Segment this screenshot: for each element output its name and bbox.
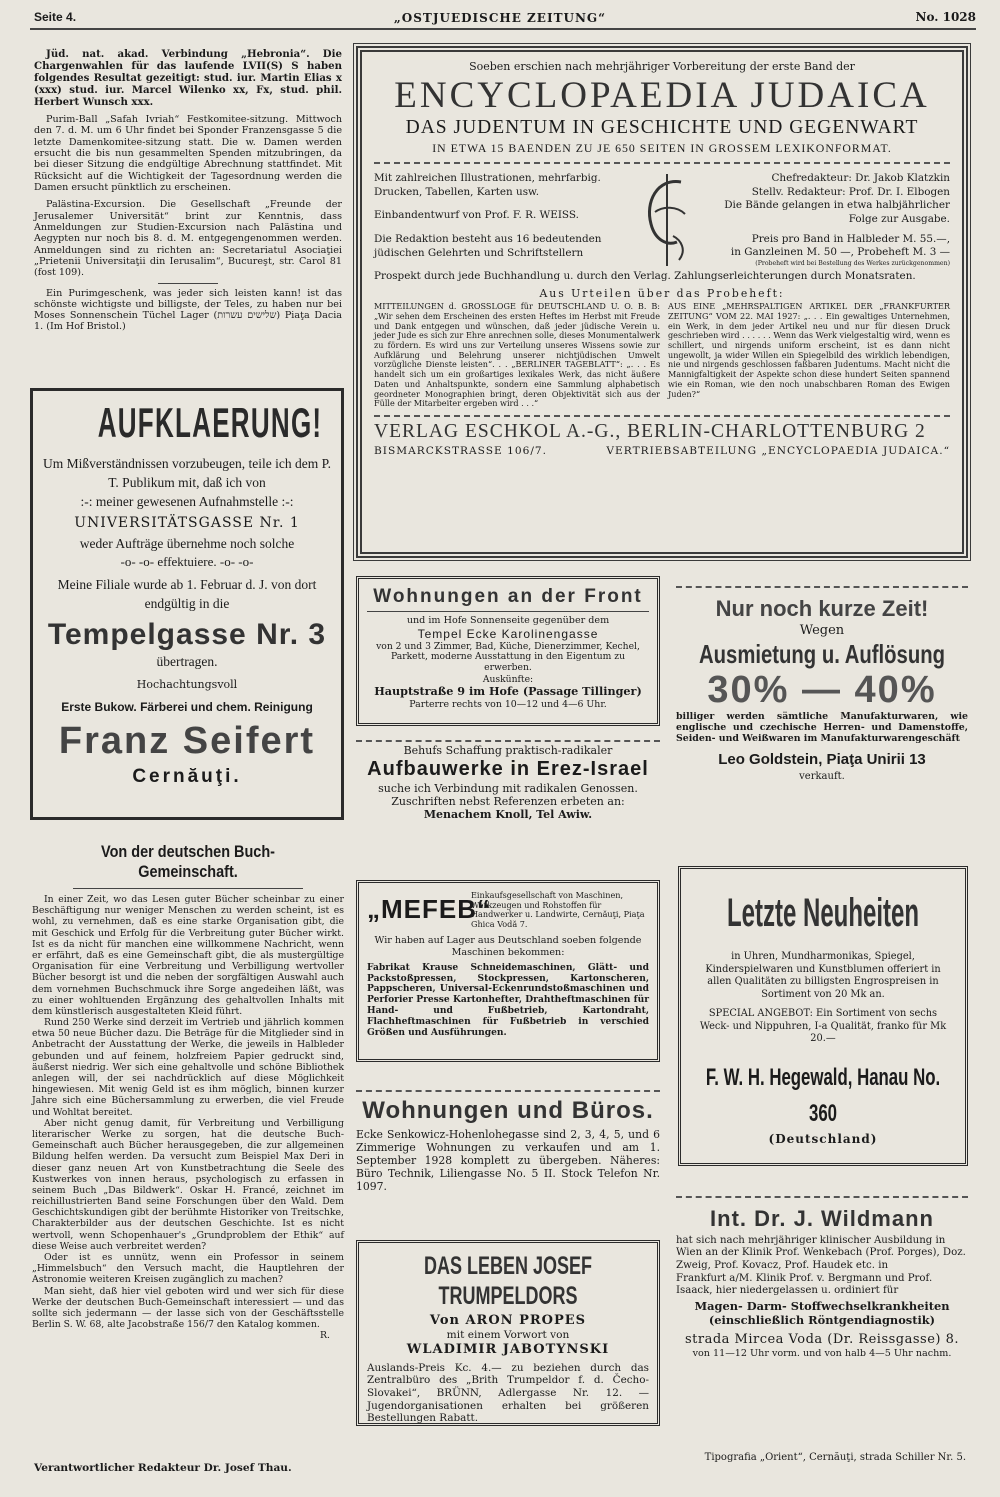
ad-trumpeldor xyxy=(356,1240,660,1426)
judaica-illustrations: Mit zahlreichen Illustrationen, mehrfarbig. Drucken, Tabellen, Karten usw. xyxy=(374,171,601,198)
wohnungen-front-title: Wohnungen an der Front xyxy=(373,586,643,607)
aufklaerung-line3: UNIVERSITÄTSGASSE Nr. 1 xyxy=(74,514,300,531)
wohnungen-front-line2: Tempel Ecke Karolinengasse xyxy=(417,626,599,641)
wohnungen-bueros-text: Ecke Senkowicz-Hohenlohegasse sind 2, 3, 4, 5, und 6 Zimmerige Wohnungen zu verkaufen und am 1. September 1928 komplett zu übergeben. Näheres: Büro Technik, Liliengasse No. 5 II. Stock Telefon Nr. 1097. xyxy=(356,1128,660,1194)
article-signature: R. xyxy=(320,1330,330,1342)
kurze-zeit-line3: billiger werden sämtliche Manufakturwaren, wie englische und czechische Herren- und Damenstoffe, Seiden- und Weißwaren im Manufakturwarengeschäft xyxy=(676,710,968,745)
notice-hebronia: Jüd. nat. akad. Verbindung „Hebronia“. Die Chargenwahlen für das laufende LVII(S) S haben folgendes Resultat gezeitigt: stud. iur. Martin Elias x (xxx) stud. iur. Marcel Wilenko xx, Fx, stud. phil. Herbert Wunsch xxx. xyxy=(34,48,342,109)
judaica-price-linen: in Ganzleinen M. 50 —, Probeheft M. 3 — xyxy=(730,246,950,259)
page-number: Seite 4. xyxy=(34,10,77,24)
aufklaerung-line7: übertragen. xyxy=(156,653,218,669)
divider xyxy=(356,740,660,742)
judaica-binding-design: Einbandentwurf von Prof. F. R. WEISS. xyxy=(374,209,579,222)
wohnungen-front-line6: Parterre rechts von 10—12 und 4—6 Uhr. xyxy=(409,698,607,710)
divider xyxy=(374,415,950,417)
header-rule xyxy=(30,28,976,30)
judaica-editorial-board: Die Redaktion besteht aus 16 bedeutenden jüdischen Gelehrten und Schriftstellern xyxy=(374,233,602,259)
aufbauwerke-line1: Behufs Schaffung praktisch-radikaler xyxy=(403,744,613,757)
judaica-chief-editor: Chefredakteur: Dr. Jakob Klatzkin xyxy=(771,171,950,184)
ad-wohnungen-bueros xyxy=(356,1090,660,1214)
kurze-zeit-line4: verkauft. xyxy=(799,770,845,782)
wohnungen-front-line3: von 2 und 3 Zimmer, Bad, Küche, Dienerzimmer, Kechel, Parkett, moderne Ausstattung in den Eigentum zu erwerben. xyxy=(376,640,640,674)
notices-column xyxy=(34,48,342,333)
wildmann-title: Int. Dr. J. Wildmann xyxy=(710,1206,934,1231)
kurze-zeit-shop: Leo Goldstein, Piaţa Unirii 13 xyxy=(718,750,926,768)
wohnungen-bueros-title: Wohnungen und Büros. xyxy=(362,1097,654,1124)
neuheiten-line2: SPECIAL ANGEBOT: Ein Sortiment von sechs Weck- und Nippuhren, I-a Qualität, franko für Mk 20.— xyxy=(699,1007,947,1045)
aufklaerung-line5: -o- -o- effektuiere. -o- -o- xyxy=(120,554,254,570)
judaica-dept: VERTRIEBSABTEILUNG „ENCYCLOPAEDIA JUDAICA.“ xyxy=(606,444,950,457)
kurze-zeit-line1: Wegen xyxy=(799,622,845,638)
article-paragraph: Oder ist es unnütz, wenn ein Professor in seinem „Himmelsbuch“ den Versuch macht, die Hauptlehren der Astronomie weiteren Kreisen zugänglich zu machen? xyxy=(32,1252,344,1286)
wildmann-line6: strada Mircea Voda (Dr. Reissgasse) 8. xyxy=(684,1331,960,1347)
aufklaerung-line6: Meine Filiale wurde ab 1. Februar d. J. von dort endgültig in die xyxy=(57,577,317,611)
issue-number: No. 1028 xyxy=(915,10,976,24)
trumpeldor-foreword-name: WLADIMIR JABOTYNSKI xyxy=(406,1341,610,1357)
wohnungen-front-line1: und im Hofe Sonnenseite gegenüber dem xyxy=(406,615,610,627)
judaica-publisher: VERLAG ESCHKOL A.-G., BERLIN-CHARLOTTENBURG 2 xyxy=(374,420,926,442)
judaica-review-left: MITTEILUNGEN d. GROSSLOGE für DEUTSCHLAND U. O. B. B: „Wir sehen dem Erscheinen des ersten Heftes im Herbst mit Freude und Dank entgegen und wünschen, daß jeder jüdische Verein u. jeder Jude es sich zur Ehre anrechnen solle, dieses Monumentalwerk zu fördern. Es wird uns zur Verteilung unseres Wissens sowie zur Aufklärung und Belehrung unserer nichtjüdischen Umwelt vorzügliche Dienste leisten“. . . „BERLINER TAGEBLATT“: „. . . Es handelt sich um ein großartiges lexikales Werk, das nicht äußere Daten und Anhaltspunkte, sondern eine Sammlung alphabetisch geordneter Monographien bringt, deren Objektivität sich aus der Fülle der Mitarbeiter ergeben wird . . .“ xyxy=(374,301,660,409)
article-paragraph: Aber nicht genug damit, für Verbreitung und Verbilligung literarischer Werke zu sorgen, hat die deutsche Buch-Gemeinschaft auch Bücher herausgegeben, die zur allgemeinen Bildung helfen werden. Da versucht zum Beispiel Max Deri in dieser ganz neuen Art von Kunstbetrachtung die Seele des Kustwerkes von innen heraus, psychologisch zu erfassen in seinem Buch „Das Bildwerk“. Oskar H. Francé, zeichnet im reichillustrierten Band seine Forschungen über den Wald. Dem Geschichtskundigen gibt der berühmte Historiker von Treitschke, Charakterbilder aus der deutschen Geschichte. Ist es nicht wertvoll, wenn Schopenhauer's „Grundproblem der Ethik“ auf diese Weise auch verbreitet werden? xyxy=(32,1117,344,1252)
ad-kurze-zeit xyxy=(676,586,968,834)
mefeb-line1: Wir haben auf Lager aus Deutschland soeben folgende Maschinen bekommen: xyxy=(374,935,642,958)
article-paragraph: In einer Zeit, wo das Lesen guter Bücher scheinbar zu einer Beschäftigung nur weniger Menschen zu werden scheint, ist es wohl, zu vernehmen, daß es eine starke Organisation gibt, die mit Geschick und Erfolg für die Verbreitung guter Bücher wirkt. Ist es da nicht für manchen eine willkommene Nachricht, wenn er erfährt, daß es eine Gemeinschaft gibt, die als mustergültige Organisation für eine Verbreitung und Verbilligung wertvoller Bücher besorgt ist und die neben der sorgfältigen Auswahl auch dem vornehmen Buchschmuck ihre Sorge angedeihen läßt, was zu einer wohltuenden Ergänzung des gehaltvollen Inhalts mit dem künstlerisch ausgestalteten Kleid führt. xyxy=(32,894,344,1017)
kurze-zeit-title: Nur noch kurze Zeit! xyxy=(715,596,929,621)
trumpeldor-text: Auslands-Preis Kc. 4.— zu beziehen durch das Zentralbüro des „Brith Trumpeldor f. d. Čecho-Slovakei“, BRÜNN, Adlergasse Nr. 12. — Jugendorganisationen erhalten bei größeren Bestellungen Rabatt. xyxy=(367,1361,649,1425)
neuheiten-line1: in Uhren, Mundharmonikas, Spiegel, Kinderspielwaren und Kunstblumen offeriert in allen Qualitäten zu billigsten Engrospreisen in Sortiment von 20 Mk an. xyxy=(705,951,941,1001)
judaica-format: IN ETWA 15 BAENDEN ZU JE 650 SEITEN IN GROSSEM LEXIKONFORMAT. xyxy=(432,141,892,156)
aufbauwerke-line3: Menachem Knoll, Tel Awiw. xyxy=(423,808,593,822)
mefeb-line2: Fabrikat Krause Schneidemaschinen, Glätt- und Packstoßpressen, Stockpressen, Kartonscheren, Pappscheren, Universal-Eckenrundstoßmaschinen und Perforier Presse Kartonhefter, Drahtheftmaschinen für Hand- und Fußbetrieb, Kartondraht, Flachheftmaschinen für Fußbetrieb in verschied Größen und Ausführungen. xyxy=(367,961,649,1039)
aufklaerung-greeting: Hochachtungsvoll xyxy=(136,678,238,692)
masthead: „OSTJUEDISCHE ZEITUNG“ xyxy=(393,11,607,25)
divider xyxy=(356,1090,660,1092)
ad-letzte-neuheiten xyxy=(678,866,968,1166)
notice-purim-gift: Ein Purimgeschenk, was jeder sich leisten kann! ist das schönste wichtigste und billigste, der Teles, zu haben nur bei Moses Sonnenschein Tüchel Lager (שלישים עשרות) Piaţa Dacia 1. (Im Hof Bristol.) xyxy=(34,287,342,333)
divider xyxy=(73,888,303,889)
ad-mefeb xyxy=(356,880,660,1062)
article-title: Von der deutschen Buch-Gemeinschaft. xyxy=(101,842,275,881)
aufklaerung-company: Erste Bukow. Färberei und chem. Reinigung xyxy=(61,699,313,714)
wildmann-line3: Frankfurt a/M. Klinik Prof. v. Bergmann und Prof. Isaack, hier niedergelassen u. ordiniert für xyxy=(676,1272,933,1297)
kurze-zeit-line2: Ausmietung u. Auflösung xyxy=(699,638,945,669)
divider xyxy=(367,611,649,612)
judaica-subtitle: DAS JUDENTUM IN GESCHICHTE UND GEGENWART xyxy=(405,117,919,139)
neuheiten-country: (Deutschland) xyxy=(768,1132,878,1147)
wildmann-line1: hat sich nach mehrjähriger klinischer Ausbildung in xyxy=(676,1234,946,1246)
wildmann-line5: (einschließlich Röntgendiagnostik) xyxy=(708,1312,936,1327)
aufklaerung-address: Tempelgasse Nr. 3 xyxy=(47,618,327,652)
aufklaerung-city: Cernăuţi. xyxy=(132,765,242,787)
article-buch-gemeinschaft xyxy=(32,842,344,1342)
aufbauwerke-line2: suche ich Verbindung mit radikalen Genossen. Zuschriften nebst Referenzen erbeten an: xyxy=(378,781,638,808)
judaica-review-right: AUS EINE „MEHRSPALTIGEN ARTIKEL DER „FRANKFURTER ZEITUNG“ VOM 22. MAI 1927: „. . . Ein gewaltiges Unternehmen, ein Werk, in dem jeder Artikel neu und nur für diesen Druck geschrieben wird . . . . . . Wenn das Werk vielgestaltig wird, wenn es schillert, und nirgends uniform erscheint, ist es dann nicht ungewollt, ja wider Willen ein Spiegelbild des wirklich lebendigen, nie und nirgends geschlossen faßbaren Judentums. Macht nicht die Mannigfaltigkeit der Aspekte schon diese hundert Seiten spannend wie ein Roman, wie den noch unabschbaren Roman des Ewigen Juden?“ xyxy=(668,301,950,399)
notice-purim-ball: Purim-Ball „Safah Ivriah“ Festkomitee-sitzung. Mittwoch den 7. d. M. um 6 Uhr findet bei Sponder Franzensgasse 5 die letzte Damenkomitee-sitzung statt. Die w. Damen werden ersucht die bis nun gesammelten Spenden mitzubringen, da bei dieser Sitzung die endgültige Abrechnung stattfindet. Mit Rücksicht auf die Wichtigkeit der Tagesordnung werden die Damen ersucht pünktlich zu erscheinen. xyxy=(34,114,342,194)
neuheiten-company: F. W. H. Hegewald, Hanau No. 360 xyxy=(705,1064,941,1128)
aufklaerung-line1: Um Mißverständnissen vorzubeugen, teile ich dem P. T. Publikum mit, daß ich von xyxy=(43,456,331,490)
article-paragraph: Rund 250 Werke sind derzeit im Vertrieb und jährlich kommen etwa 50 neue Bücher dazu. Die Beträge für die Mitglieder sind in Anbetracht der Ausstattung der Werke, die jeweils in Halbleder gebunden und auf feinem, holzfreiem Papier gedruckt sind, äußerst niedrig. Wer sich eine gehaltvolle und schöne Bibliothek anlegen will, der sei nachdrücklich auf diese Möglichkeit hingewiesen. Mit wenig Geld ist es ihm möglich, binnen kurzer Jahre sich eine Büchersammlung zu erwerben, die viel Freude und Wohltat bereitet. xyxy=(32,1017,344,1118)
notice-palestine-excursion: Palästina-Excursion. Die Gesellschaft „Freunde der Jerusalemer Universität“ brint zur Kenntnis, dass Anmeldungen zur Studien-Excursion nach Palästina und Aegypten nur noch bis 8. d. M. entgegengenommen werden. Anmeldungen sind zu richten an: Secretariatul Asociaţiei „Prietenii Universitaţii din Ierusalim“, Bucureşt, str. Carol 81 (fost 109). xyxy=(34,199,342,279)
footer-printer: Tipografia „Orient“, Cernăuţi, strada Schiller Nr. 5. xyxy=(704,1452,966,1463)
judaica-reviews-heading: Aus Urteilen über das Probeheft: xyxy=(539,287,785,301)
judaica-intro: Soeben erschien nach mehrjähriger Vorbereitung der erste Band der xyxy=(469,60,855,73)
divider xyxy=(158,283,218,284)
judaica-volumes: Die Bände gelangen in etwa halbjährlicher Folge zur Ausgabe. xyxy=(724,199,950,225)
article-paragraph: Man sieht, daß hier viel geboten wird und wer sich für diese Werke der deutschen Buch-Gemeinschaft interessiert — und das sollte sich jedermann — der lasse sich von der Geschäftsstelle Berlin S. W. 68, alte Jacobstraße 156/7 den Katalog kommen. xyxy=(32,1285,344,1331)
mefeb-side-text: Einkaufsgesellschaft von Maschinen, Werkzeugen und Rohstoffen für Handwerker u. Landwirte, Cernăuţi, Piaţa Ghica Vodă 7. xyxy=(471,890,645,929)
kurze-zeit-percent: 30% — 40% xyxy=(707,668,937,711)
aufklaerung-line4: weder Aufträge übernehme noch solche xyxy=(79,535,295,551)
eschkol-logo-icon xyxy=(637,172,697,268)
footer-editor: Verantwortlicher Redakteur Dr. Josef Thau. xyxy=(34,1462,292,1474)
mefeb-title: „MEFEB“ xyxy=(367,894,491,925)
trumpeldor-foreword: mit einem Vorwort von xyxy=(446,1328,570,1341)
aufklaerung-title: AUFKLAERUNG! xyxy=(97,399,323,446)
judaica-title: ENCYCLOPAEDIA JUDAICA xyxy=(394,75,930,117)
ad-aufbauwerke xyxy=(356,740,660,824)
divider xyxy=(676,1196,968,1198)
trumpeldor-title: DAS LEBEN JOSEF TRUMPELDORS xyxy=(423,1252,593,1310)
ad-wohnungen-front xyxy=(356,576,660,726)
aufklaerung-name: Franz Seifert xyxy=(58,720,316,763)
aufbauwerke-title: Aufbauwerke in Erez-Israel xyxy=(367,758,649,781)
neuheiten-title: Letzte Neuheiten xyxy=(726,891,920,935)
wohnungen-front-line5: Hauptstraße 9 im Hofe (Passage Tillinger) xyxy=(374,684,642,699)
divider xyxy=(374,162,950,164)
wohnungen-front-line4: Auskünfte: xyxy=(482,674,534,686)
wildmann-line2: Wien an der Klinik Prof. Wenkebach (Prof. Porges), Doz. Zweig, Prof. Kovacz, Prof. Haudek etc. in xyxy=(676,1247,966,1272)
judaica-price-leather: Preis pro Band in Halbleder M. 55.—, xyxy=(751,232,950,245)
ad-aufklaerung xyxy=(30,388,344,820)
ad-encyclopaedia-judaica xyxy=(356,46,968,558)
aufklaerung-line2: :-: meiner gewesenen Aufnahmstelle :-: xyxy=(80,494,294,510)
wildmann-line7: von 11—12 Uhr vorm. und von halb 4—5 Uhr nachm. xyxy=(692,1347,952,1359)
judaica-prospekt: Prospekt durch jede Buchhandlung u. durch den Verlag. Zahlungserleichterungen durch Monatsraten. xyxy=(374,270,916,283)
wildmann-line4: Magen- Darm- Stoffwechselkrankheiten xyxy=(694,1299,950,1314)
judaica-sample-note: (Probeheft wird bei Bestellung des Werkes zurückgenommen) xyxy=(755,260,950,268)
judaica-address: BISMARCKSTRASSE 106/7. xyxy=(374,444,547,457)
trumpeldor-author: Von ARON PROPES xyxy=(429,1313,587,1328)
divider xyxy=(676,586,968,588)
ad-wildmann xyxy=(676,1196,968,1430)
judaica-deputy-editor: Stellv. Redakteur: Prof. Dr. I. Elbogen xyxy=(751,185,950,198)
